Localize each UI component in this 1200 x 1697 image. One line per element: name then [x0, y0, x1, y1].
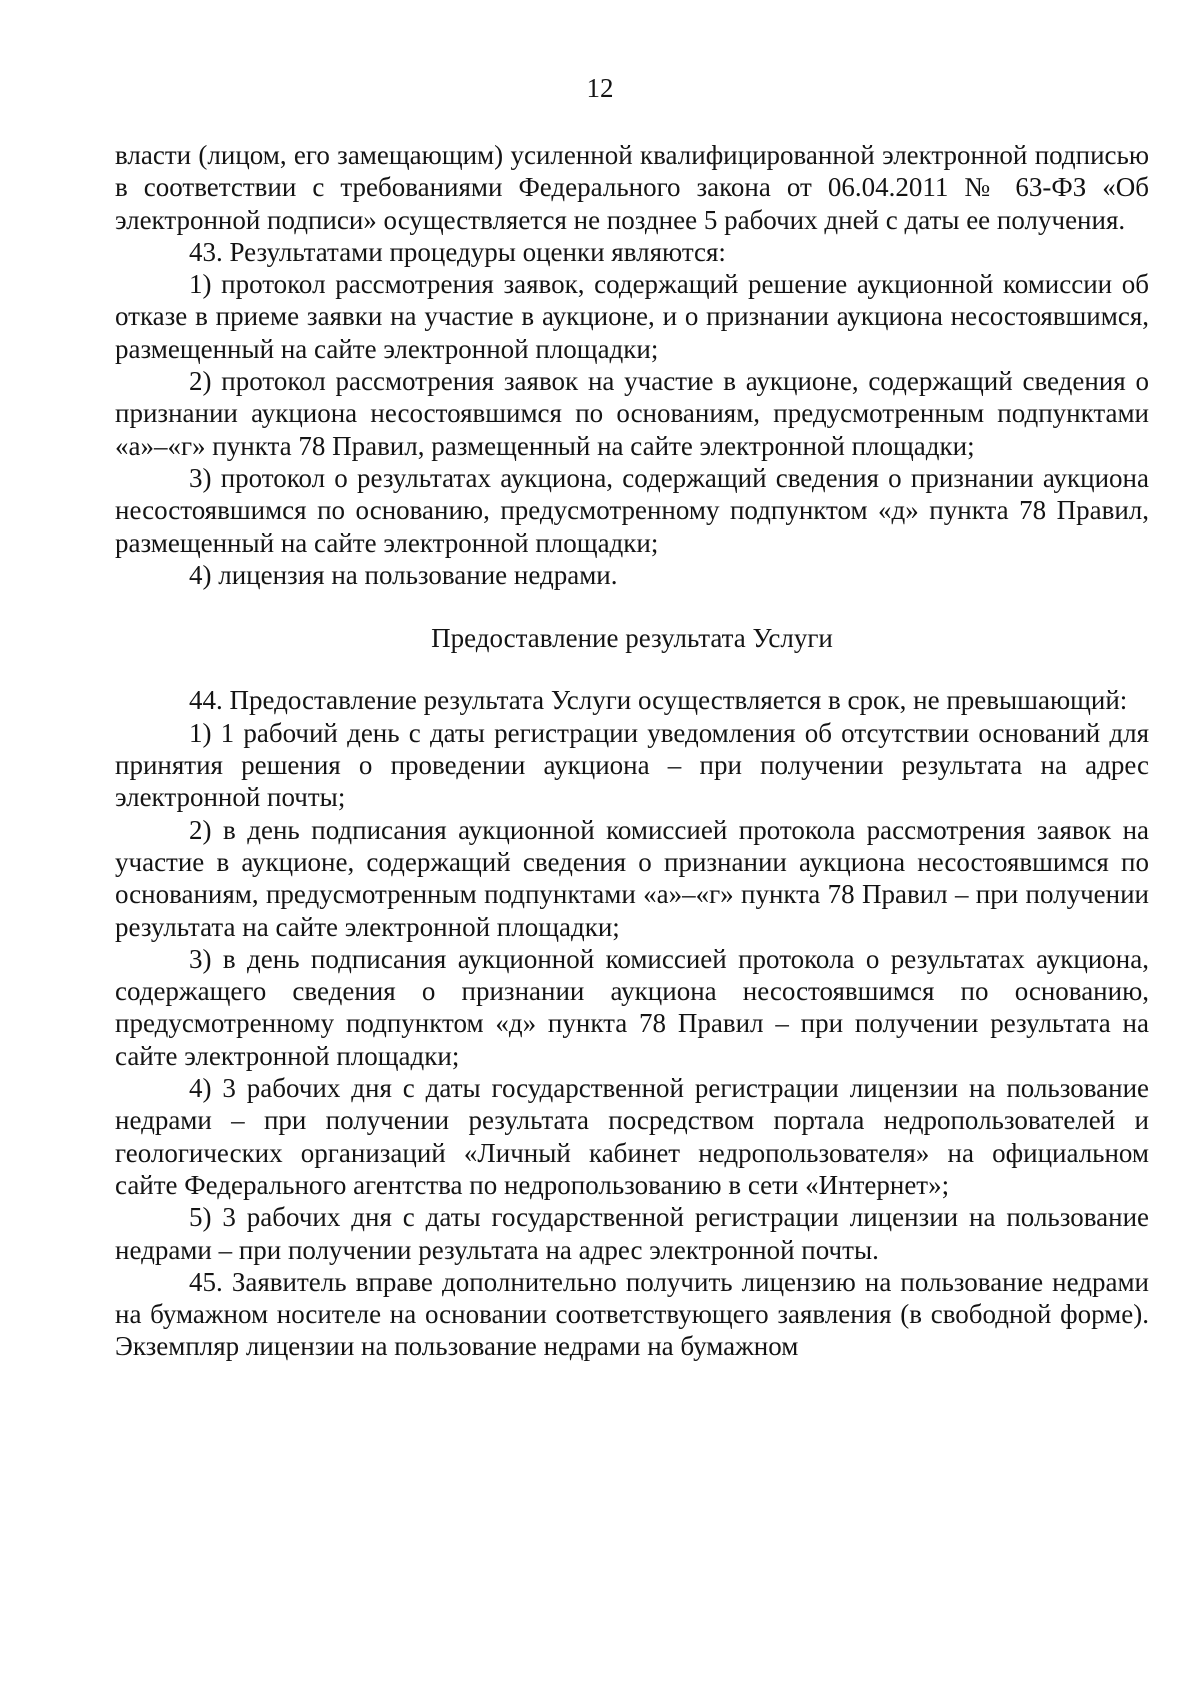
paragraph-44-item-2: 2) в день подписания аукционной комиссией протокола рассмотрения заявок на участие в аукционе, содержащий сведения о признании аукциона несостоявшимся по основаниям, предусмотренным подпунктами «а»–«г» пункта 78 Правил – при получении результата на сайте электронной площадки;	[115, 814, 1149, 942]
document-body	[115, 139, 1149, 1363]
paragraph-44-item-3: 3) в день подписания аукционной комиссией протокола о результатах аукциона, содержащего сведения о признании аукциона несостоявшимся по основанию, предусмотренному подпунктом «д» пункта 78 Правил – при получении результата на сайте электронной площадки;	[115, 943, 1149, 1071]
paragraph-43-item-2: 2) протокол рассмотрения заявок на участие в аукционе, содержащий сведения о признании аукциона несостоявшимся по основаниям, предусмотренным подпунктами «а»–«г» пункта 78 Правил, размещенный на сайте электронной площадки;	[115, 366, 1149, 461]
paragraph-43-item-3: 3) протокол о результатах аукциона, содержащий сведения о признании аукциона несостоявшимся по основанию, предусмотренному подпунктом «д» пункта 78 Правил, размещенный на сайте электронной площадки;	[115, 462, 1149, 558]
paragraph-43-item-1: 1) протокол рассмотрения заявок, содержащий решение аукционной комиссии об отказе в приеме заявки на участие в аукционе, и о признании аукциона несостоявшимся, размещенный на сайте электронной площадки;	[115, 269, 1149, 364]
section-heading: Предоставление результата Услуги	[431, 623, 833, 654]
paragraph-45: 45. Заявитель вправе дополнительно получить лицензию на пользование недрами на бумажном носителе на основании соответствующего заявления (в свободной форме). Экземпляр лицензии на пользование недрами на бумажном	[115, 1266, 1149, 1362]
paragraph-43-item-4: 4) лицензия на пользование недрами.	[189, 559, 618, 590]
paragraph-43: 43. Результатами процедуры оценки являются:	[189, 236, 726, 267]
paragraph-44: 44. Предоставление результата Услуги осуществляется в срок, не превышающий:	[189, 685, 1128, 716]
paragraph-continuation: власти (лицом, его замещающим) усиленной квалифицированной электронной подписью в соответствии с требованиями Федерального закона от 06.04.2011 № 63-ФЗ «Об электронной подписи» осуществляется не позднее 5 рабочих дней с даты ее получения.	[115, 140, 1149, 235]
page-number: 12	[586, 73, 614, 103]
paragraph-44-item-1: 1) 1 рабочий день с даты регистрации уведомления об отсутствии оснований для принятия решения о проведении аукциона – при получении результата на адрес электронной почты;	[115, 717, 1149, 813]
paragraph-44-item-4: 4) 3 рабочих дня с даты государственной регистрации лицензии на пользование недрами – при получении результата посредством портала недропользователей и геологических организаций «Личный кабинет недропользователя» на официальном сайте Федерального агентства по недропользованию в сети «Интернет»;	[115, 1073, 1149, 1200]
paragraph-44-item-5: 5) 3 рабочих дня с даты государственной регистрации лицензии на пользование недрами – при получении результата на адрес электронной почты.	[115, 1202, 1149, 1265]
